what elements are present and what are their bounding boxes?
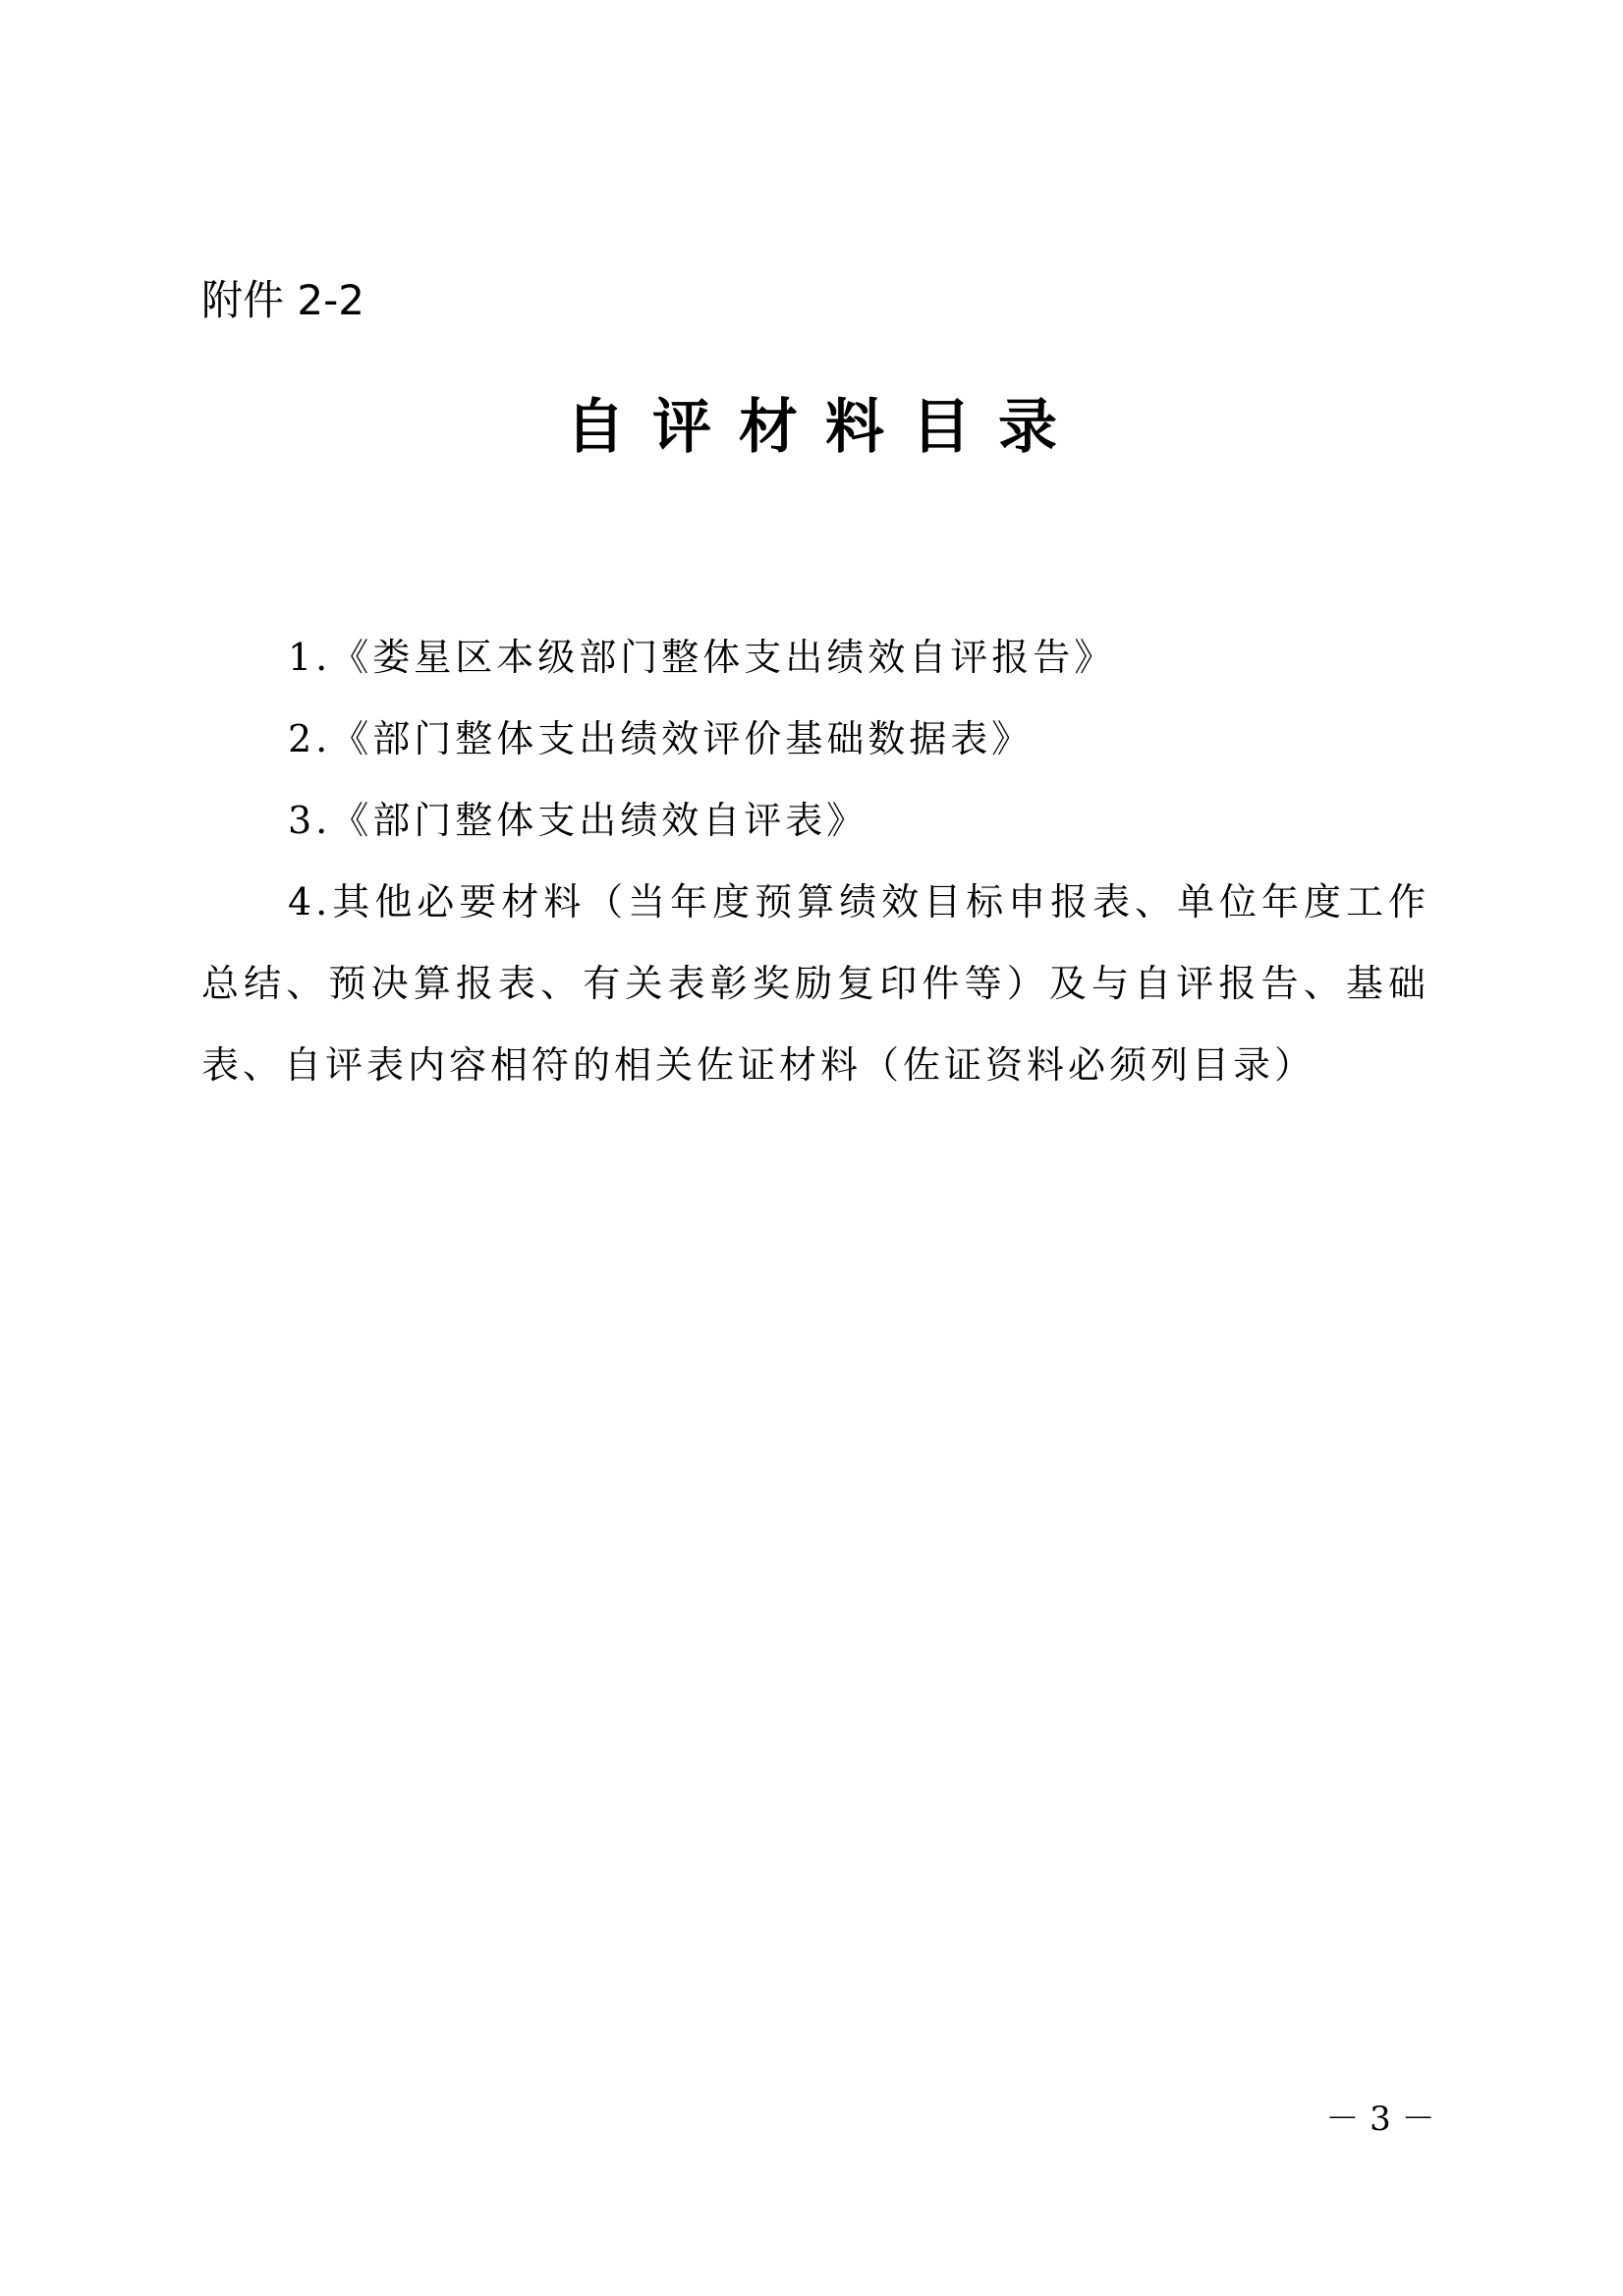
attachment-label: 附件 2-2 — [201, 276, 364, 324]
page-title: 自评材料目录 — [566, 393, 1085, 462]
materials-list — [201, 617, 1429, 1106]
list-item: 2.《部门整体支出绩效评价基础数据表》 — [288, 717, 1034, 760]
page-number: － 3 － — [1325, 2100, 1435, 2139]
list-item: 4.其他必要材料（当年度预算绩效目标申报表、单位年度工作总结、预决算报表、有关表彰奖励复印件等）及与自评报告、基础表、自评表内容相符的相关佐证材料（佐证资料必须列目录） — [201, 880, 1429, 1087]
list-item: 1.《娄星区本级部门整体支出绩效自评报告》 — [288, 636, 1116, 679]
list-item: 3.《部门整体支出绩效自评表》 — [288, 799, 868, 842]
